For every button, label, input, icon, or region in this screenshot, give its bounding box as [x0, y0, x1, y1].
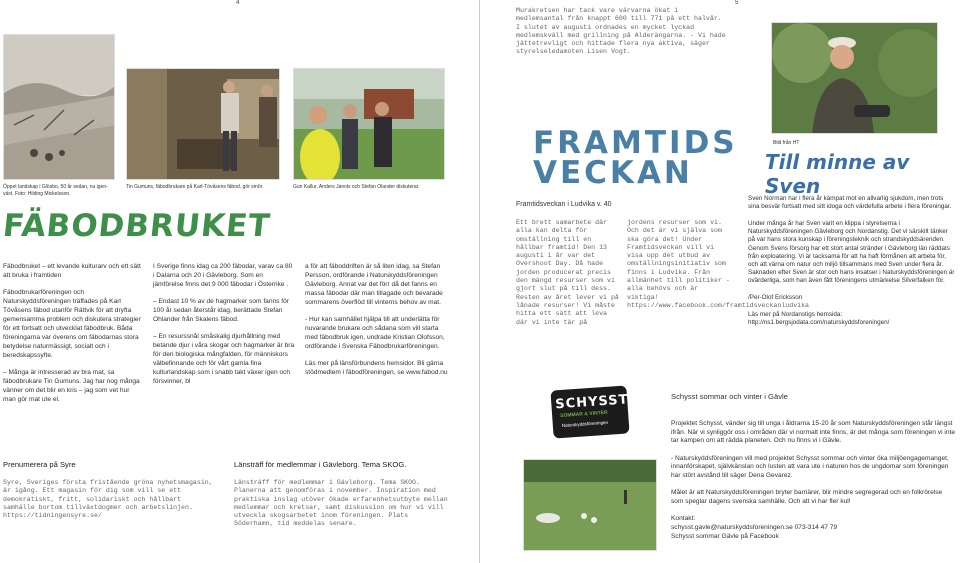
fabod-interior-illustration	[127, 69, 280, 180]
photo-caption-2: Tin Gumuns, fäbodbrukare på Karl-Tövåsens fäbod, gör smör.	[126, 184, 264, 190]
syre-text: Syre, Sveriges första fristående gröna nyhetsmagasin, är igång. Ett magasin för dig som vill se ett demokratiskt, fritt, solidariskt och hållbart samhälle bortom tillväxtdogmer och arbetslinjen. https://tidningensyre.se/	[3, 479, 213, 520]
schysst-contact-facebook[interactable]: Schysst sommar Gävle på Facebook	[671, 532, 779, 540]
schysst-heading: Schysst sommar och vinter i Gävle	[671, 392, 788, 401]
article-paragraph: a för att fäboddriften är så liten idag, sa Stefan Persson, ordförande i Naturskyddsföreningen Gävleborg. Annat var det förr då det fanns en massa fäbodar där man tillagade och bevarade sommarens överflöd till vinterns behov av mat.	[305, 263, 443, 306]
framtidsveckan-subtitle: Framtidsveckan i Ludvika v. 40	[516, 201, 612, 208]
portrait-illustration	[772, 23, 938, 134]
photo-credit: Bild från HT	[773, 140, 800, 146]
article-paragraph: - Hur kan samhället hjälpa till att underlätta för nuvarande brukare och sådana som vill starta med fäbodbruk igen, undrade Kristian Olofsson, ordförande i Svenska Fäbodbrukarföreningen.	[305, 316, 445, 350]
framtidsveckan-title: FRAMTIDS VECKAN	[533, 125, 738, 191]
meadow-illustration	[524, 460, 657, 551]
schysst-paragraph: Projektet Schysst, vänder sig till unga i åldrarna 15-20 år som Naturskyddsföreningen står längst ifrån. När vi synliggör oss i områden där vi normalt inte finns, är det många som föreningen vi inte tar kampen om att rädda planeten. Och nu finns vi i Gävle.	[671, 420, 956, 445]
schysst-paragraph: - Naturskyddsföreningen vill med projektet Schysst sommar och vinter öka miljöengagemanget, innanförskapet, självkänslan och lusten att vara ute i naturen hos de ungdomar som föreningen har stört avstånd till säger Dena Gevarez.	[671, 454, 949, 480]
sven-portrait-photo	[771, 22, 938, 134]
schysst-logo	[550, 385, 629, 438]
butter-making-photo	[126, 68, 280, 180]
schysst-text	[671, 420, 956, 541]
right-page	[481, 0, 960, 563]
article-paragraph: Läs mer på länsförbundens hemsidor. Bli gärna stödmedlem i fäbodföreningen, se www.fabod.nu	[305, 360, 448, 377]
syre-heading: Prenumerera på Syre	[3, 460, 76, 469]
schysst-contact-label: Kontakt:	[671, 515, 696, 523]
article-paragraph: Fäbodbruket – ett levande kulturarv och ett sätt att bruka i framtiden	[3, 263, 141, 279]
till-minne-text	[748, 195, 956, 336]
minne-paragraph: Under många år har Sven varit en klippa i styrelserna i Naturskyddsföreningen Gävleborg och Nordanstig. Det vi särskilt tänker på var hans stora kunskap i föreningsteknik och strandskyddsärenden. Genom Svens försorg har ett stort antal stränder i Gävleborg län räddats från exploatering. Vi är tacksama för att ha haft förmånen att arbeta för, och att värna om natur och miljö tillsammans med Sven under flera år. Saknaden efter Sven är stor och hans insatser i Naturskyddsföreningen är ovärderliga, som han även fått föreningens utmärkelse Silverfalken för.	[748, 219, 955, 285]
article-column-2	[153, 263, 295, 395]
minne-paragraph: Sven Norman har i flera år kämpat mot en allvarlig sjukdom, men trots sina besvär fortsatt med sitt idoga och värdefulla arbete i flera föreningar.	[748, 195, 952, 211]
till-minne-title: Till minne av Sven	[765, 150, 910, 198]
schysst-logo-text: SCHYSST	[554, 392, 629, 413]
schysst-paragraph: Målet är att Naturskyddsföreningen bryter barriärer, blir mindre segregerad och en folkrörelse som speglar dagens svenska samhälle. Och att vi har fler kul!	[671, 489, 943, 505]
fabodbruket-title: FÄBODBRUKET	[1, 208, 273, 244]
minne-signature: /Per-Olof Ericksson	[748, 294, 803, 302]
schysst-logo-subtitle: SOMMAR & VINTER	[560, 409, 608, 420]
schysst-logo-org: Naturskyddsföreningen	[561, 419, 609, 428]
schysst-contact-email[interactable]: schysst.gavle@naturskyddsforeningen.se 073-314 47 79	[671, 523, 838, 531]
landscape-illustration	[4, 35, 115, 180]
photo-caption-1: Öppet landskap i Glösbo, 50 år sedan, nu igen-växt. Foto: Hilding Mickelsson.	[3, 184, 108, 197]
mura-intro-text: Murakretsen har tack vare värvarna ökat i medlemsantal från knappt 600 till 771 på ett halvår. I slutet av augusti ordnades en mycket lyckad medlemskväll med grillning på Alderängarna. - Vi hade jättetrevligt och hittade flera nya aktiva, säger styrelseledamoten Lisen Vogt.	[516, 7, 726, 56]
lanstraff-heading: Länsträff för medlemmar i Gävleborg. Tema SKOG.	[234, 460, 407, 469]
discussion-photo	[293, 68, 445, 180]
article-paragraph: Fäbodbrukarföreningen och Naturskyddsföreningen träffades på Karl Tövåsens fäbod utanför Rättvik för att dryfta gemensamma problem och diskutera strategier för ett fortsatt och utvecklat fäbodbruk. Båda föreningarna var överens om fäbodarnas stora betydelse naturmässigt, socialt och i beredskapssyfte.	[3, 289, 141, 359]
article-paragraph: – Endast 10 % av de hagmarker som fanns för 100 år sedan återstår idag, berättade Stefan Ohlander från Skalens fäbod.	[153, 298, 289, 324]
article-paragraph: – En resurssnål småskalig djurhållning med betande djur i våra skogar och hagmarker är bra för den biologiska mångfalden, för människors välbefinnande och för vårt gamla fina kulturlandskap som i snabb takt växer igen och försvinner, bl	[153, 333, 295, 385]
framtidsveckan-column-1: Ett brett samarbete där alla kan delta för omställning till en hållbar framtid! Den 13 augusti i år var det Overshoot Day. Då hade jorden producerat precis den mängd resurser som vi gjort slut på till dess. Resten av året lever vi på lånade resurser! Vi måste hitta ett sätt att leva där vi inte tär på	[516, 219, 619, 326]
minne-link[interactable]: Läs mer på Nordanstigs hemsida: http://ns1.bergsjodata.com/naturskyddsforeningen/	[748, 310, 890, 326]
article-column-1	[3, 263, 143, 413]
old-landscape-photo	[3, 34, 115, 180]
group-outdoor-photo	[523, 459, 657, 551]
article-paragraph: I Sverige finns idag ca 200 fäbodar, varav ca 80 i Dalarna och 20 i Gävleborg. Som en jämförelse finns det 9 000 fäbodar i Österrike .	[153, 263, 293, 288]
framtidsveckan-column-2: jordens resurser som vi. Och det är vi själva som ska göra det! Under Framtidsveckan vill vi visa upp det utbud av omställningsinitiativ som finns i Ludvika. Från allmänhet till politiker - alla behövs och är viktiga! https://www.facebook.com/framtidsveckanludvika	[627, 219, 810, 309]
page-number: 4	[236, 0, 240, 6]
page-number: 5	[735, 0, 739, 6]
article-paragraph: – Många är intresserad av bra mat, sa fäbodbrukare Tin Gumuns. Jag har nog många vänner om det blir en kris – jag som vet hur man gör mat ute el.	[3, 369, 140, 403]
outdoor-discussion-illustration	[294, 69, 445, 180]
lanstraff-text: Länsträff för medlemmar i Gävleborg. Tema SKOG. Planerna att genomföras i november. Inspiration med praktiska inslag utöver ökade erfarenhetsutbyte mellan medlemmar och kretsar, samt diskussion om hur vi vill utveckla skogsarbetet inom föreningen. Plats Söderhamn, tid meddelas senare.	[234, 479, 448, 528]
article-column-3	[305, 263, 448, 386]
photo-caption-3: Gun Kallur, Anders Janols och Stefan Olander diskuterar.	[293, 184, 420, 190]
